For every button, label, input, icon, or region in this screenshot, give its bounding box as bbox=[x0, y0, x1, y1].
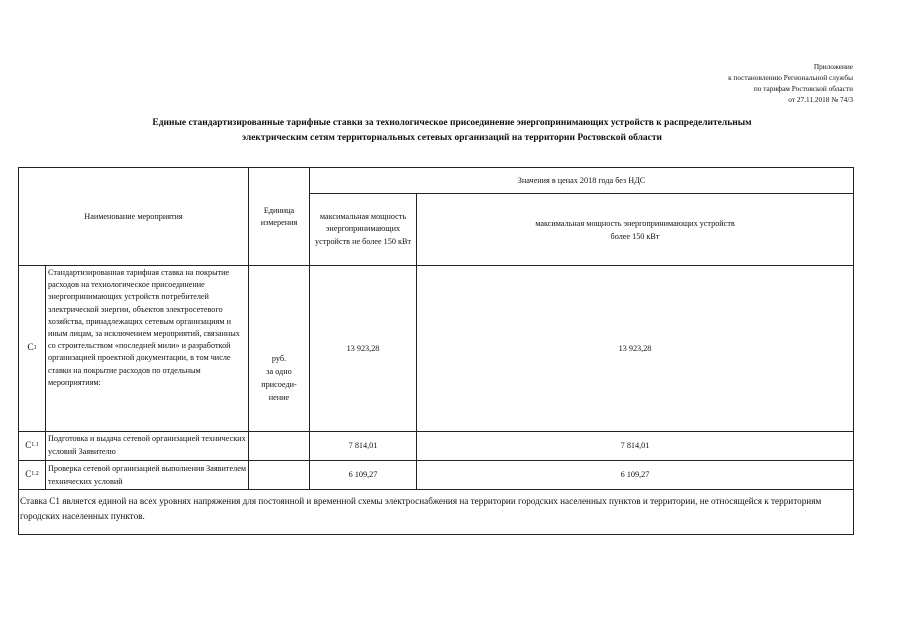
row-value-gt150-c1: 13 923,28 bbox=[618, 343, 652, 353]
unit-line: присоеди- bbox=[261, 380, 297, 389]
row-value-le150-c11: 7 814,01 bbox=[348, 441, 378, 451]
row-value-gt150-c11: 7 814,01 bbox=[620, 441, 650, 451]
row-value-gt150-c12: 6 109,27 bbox=[620, 470, 650, 480]
header-unit: Единица измерения bbox=[260, 206, 298, 227]
appendix-line: от 27.11.2018 № 74/3 bbox=[788, 95, 853, 104]
tariff-table bbox=[18, 167, 854, 535]
header-values-group: Значения в ценах 2018 года без НДС bbox=[517, 175, 646, 185]
header-col-le150: максимальная мощность энергопринимающих устройств не более 150 кВт bbox=[314, 212, 412, 246]
row-code-sub: 1.1 bbox=[31, 442, 39, 449]
row-code-c12 bbox=[19, 461, 45, 489]
row-code: C bbox=[25, 469, 32, 480]
row-code-c1 bbox=[19, 266, 45, 431]
row-name-c12: Проверка сетевой организацией выполнения Заявителем технических условий bbox=[48, 464, 247, 486]
unit-line: руб. bbox=[271, 354, 287, 363]
header-col-gt150 bbox=[417, 194, 853, 265]
row-name-c1: Стандартизированная тарифная ставка на покрытие расходов на технологическое присоединение энергопринимающих устройств потребителей электрической энергии, объектов электросетевого хозяйства, принадлежащих сетевым организациям и иным лицам, за исключением мероприятий, связанных со строительством «последней мили» и разработкой организацией проектной документации, в том числе ставки на покрытие расходов по отдельным мероприятиям: bbox=[48, 268, 240, 387]
row-code: C bbox=[25, 440, 32, 451]
unit-line: нение bbox=[268, 393, 290, 402]
row-code: C bbox=[27, 342, 34, 353]
row-code-c11 bbox=[19, 432, 45, 460]
appendix-block bbox=[613, 61, 853, 105]
header-col-gt150-line: максимальная мощность энергопринимающих устройств bbox=[535, 218, 735, 228]
unit-line: за одно bbox=[266, 367, 292, 376]
table-footnote: Ставка С1 является единой на всех уровнях напряжения для постоянной и временной схемы электроснабжения на территории городских населенных пунктов и территории, не относящейся к территориям городских населенных пунктов. bbox=[20, 496, 822, 521]
appendix-line: по тарифам Ростовской области bbox=[753, 84, 853, 93]
document-title bbox=[40, 116, 864, 146]
appendix-line: Приложение bbox=[813, 62, 853, 71]
row-code-sub: 1 bbox=[33, 344, 37, 351]
title-line: Единые стандартизированные тарифные ставки за технологическое присоединение энергопринимающих устройств к распределительным bbox=[152, 118, 752, 128]
appendix-line: к постановлению Региональной службы bbox=[728, 73, 853, 82]
header-name: Наименование мероприятия bbox=[84, 211, 183, 221]
row-value-le150-c12: 6 109,27 bbox=[348, 470, 378, 480]
row-value-le150-c1: 13 923,28 bbox=[346, 343, 380, 353]
unit-value bbox=[249, 352, 309, 404]
row-code-sub: 1.2 bbox=[31, 471, 39, 478]
title-line: электрическим сетям территориальных сетевых организаций на территории Ростовской области bbox=[241, 133, 663, 143]
row-name-c11: Подготовка и выдача сетевой организацией технических условий Заявителю bbox=[48, 434, 246, 456]
header-col-gt150-line: более 150 кВт bbox=[610, 231, 660, 241]
